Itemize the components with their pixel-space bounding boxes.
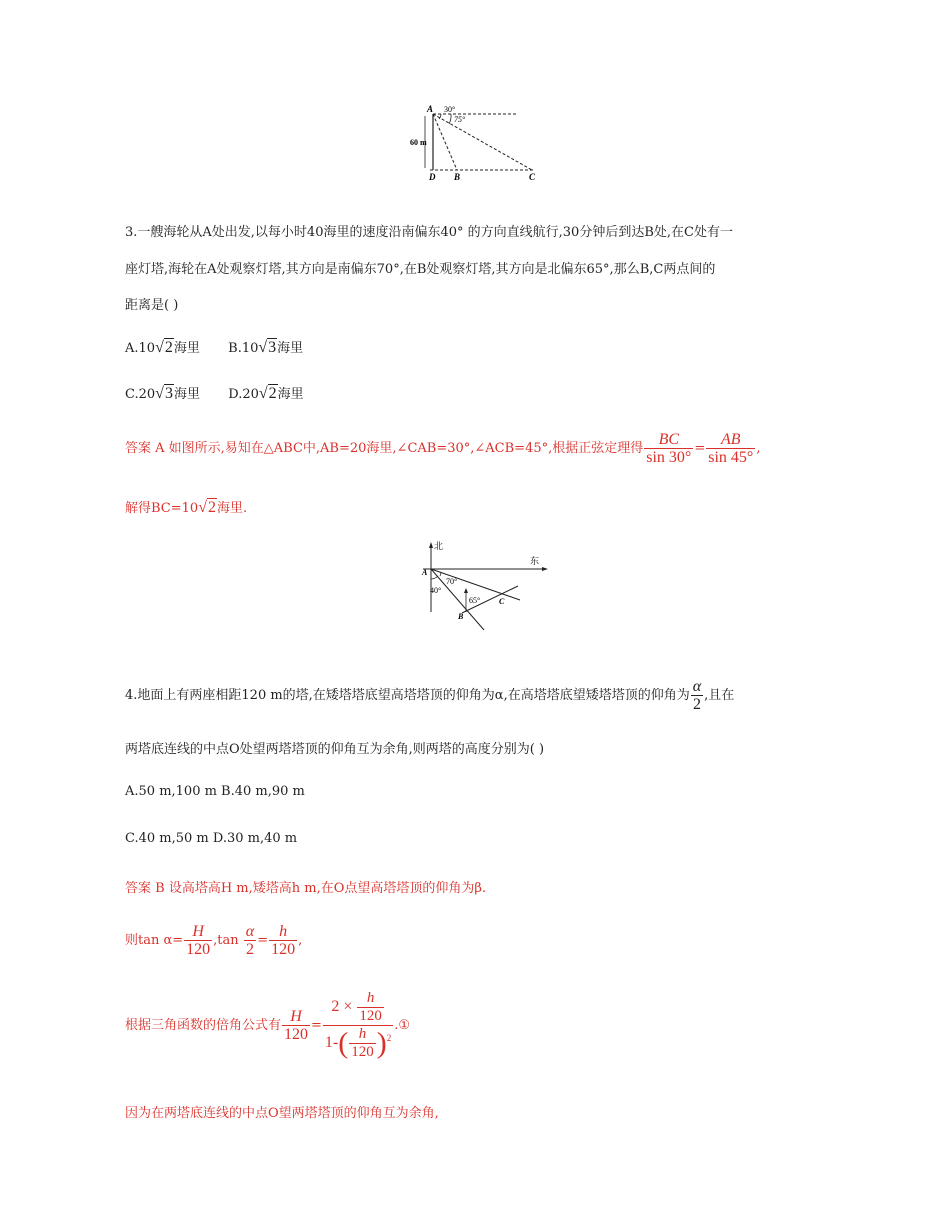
- north-label: 北: [434, 541, 444, 551]
- q4-options-ab: A.50 m,100 m B.40 m,90 m: [125, 784, 305, 799]
- q4-line-2: 两塔底连线的中点O处望两塔塔顶的仰角互为余角,则两塔的高度分别为( ): [125, 742, 545, 757]
- fraction-h-120: $\frac{h}{120}$: [271, 923, 296, 958]
- north-arrowhead: [429, 542, 433, 548]
- q3-line-2: 座灯塔,海轮在A处观察灯塔,其方向是南偏东70°,在B处观察灯塔,其方向是北偏东65°,那么B,C两点间的: [125, 262, 716, 277]
- fraction-alpha-half: $\frac{\alpha}{2}$: [692, 678, 702, 713]
- option-d-prefix: D.20: [228, 387, 259, 402]
- fraction-double-angle: 2 × $\frac{h}{120}$ 1-( $\frac{h}{120}$ )$^2$: [324, 990, 392, 1060]
- q3-solve: 解得BC=10√2海里.: [125, 499, 248, 516]
- fraction-ab: $\frac{AB}{\sin 45^\circ}$: [708, 431, 754, 466]
- sqrt-symbol: √3: [155, 385, 173, 402]
- label-a: A: [427, 104, 434, 114]
- option-b-prefix: B.10: [228, 341, 259, 356]
- east-label: 东: [530, 556, 540, 566]
- sqrt-symbol: √3: [258, 339, 277, 356]
- q4-answer: 答案 B 设高塔高H m,矮塔高h m,在O点望高塔塔顶的仰角为β.: [125, 881, 487, 896]
- option-a-unit: 海里: [173, 341, 200, 356]
- angle-arc-75: [449, 114, 451, 124]
- q4-line-1: 4.地面上有两座相距120 m的塔,在矮塔塔底望高塔塔顶的仰角为α,在高塔塔底望矮塔塔顶的仰角为 $\frac{\alpha}{2}$ ,且在: [125, 678, 735, 713]
- label-d: D: [429, 172, 436, 182]
- line-ac: [433, 114, 532, 170]
- q3-options-ab: [125, 337, 303, 357]
- fraction-alpha-2: $\frac{\alpha}{2}$: [245, 923, 255, 958]
- option-c-unit: 海里: [173, 387, 200, 402]
- sqrt-symbol: √2: [258, 385, 277, 402]
- label-b: B: [454, 172, 461, 182]
- q3-line-3: 距离是( ): [125, 298, 179, 313]
- answer-text: 答案 A 如图所示,易知在△ABC中,AB=20海里,∠CAB=30°,∠ACB=45°,根据正弦定理得: [125, 441, 644, 456]
- option-b-unit: 海里: [277, 341, 304, 356]
- q3-answer: 答案 A 如图所示,易知在△ABC中,AB=20海里,∠CAB=30°,∠ACB=45°,根据正弦定理得 $\frac{BC}{\sin 30^\circ}$ = $\frac{AB}{\sin 45^\circ}$ ,: [125, 431, 761, 466]
- q4-tan-line: 则tan α= $\frac{H}{120}$ ,tan $\frac{\alpha}{2}$ = $\frac{h}{120}$ ,: [125, 923, 303, 958]
- label-b: B: [458, 612, 464, 621]
- label-65: 65°: [469, 596, 481, 605]
- q3-line-1: 3.一艘海轮从A处出发,以每小时40海里的速度沿南偏东40° 的方向直线航行,30分钟后到达B处,在C处有一: [125, 225, 733, 240]
- q4-last-line: 因为在两塔底连线的中点O望两塔塔顶的仰角互为余角,: [125, 1106, 439, 1121]
- q4-options-cd: C.40 m,50 m D.30 m,40 m: [125, 831, 298, 846]
- figure-compass-triangle: [418, 540, 550, 632]
- east-arrowhead: [542, 567, 548, 571]
- label-75: 75°: [454, 115, 466, 124]
- figure-tower-angles: [408, 100, 548, 186]
- north-arrowhead-b: [464, 588, 468, 593]
- option-d-unit: 海里: [277, 387, 304, 402]
- label-70: 70°: [446, 577, 458, 586]
- angle-arc-40: [431, 576, 438, 579]
- sqrt-symbol: √2: [198, 499, 216, 516]
- label-c: C: [499, 597, 505, 606]
- option-c-prefix: C.20: [125, 387, 156, 402]
- fraction-H-120: $\frac{H}{120}$: [186, 923, 211, 958]
- label-60m: 60 m: [410, 138, 427, 147]
- q3-options-cd: [125, 383, 304, 403]
- label-40: 40°: [430, 586, 442, 595]
- sqrt-symbol: √2: [155, 339, 173, 356]
- label-30: 30°: [444, 105, 456, 114]
- q4-double-angle: 根据三角函数的倍角公式有 $\frac{H}{120}$ = 2 × $\frac{h}{120}$ 1-( $\frac{h}{120}$ )$^2$ .①: [125, 990, 411, 1060]
- option-a-prefix: A.10: [125, 341, 156, 356]
- fraction-bc: $\frac{BC}{\sin 30^\circ}$: [646, 431, 692, 466]
- fraction-H-120: $\frac{H}{120}$: [284, 1008, 309, 1043]
- label-a: A: [422, 568, 428, 577]
- label-c: C: [529, 172, 536, 182]
- angle-arc-30: [439, 114, 441, 119]
